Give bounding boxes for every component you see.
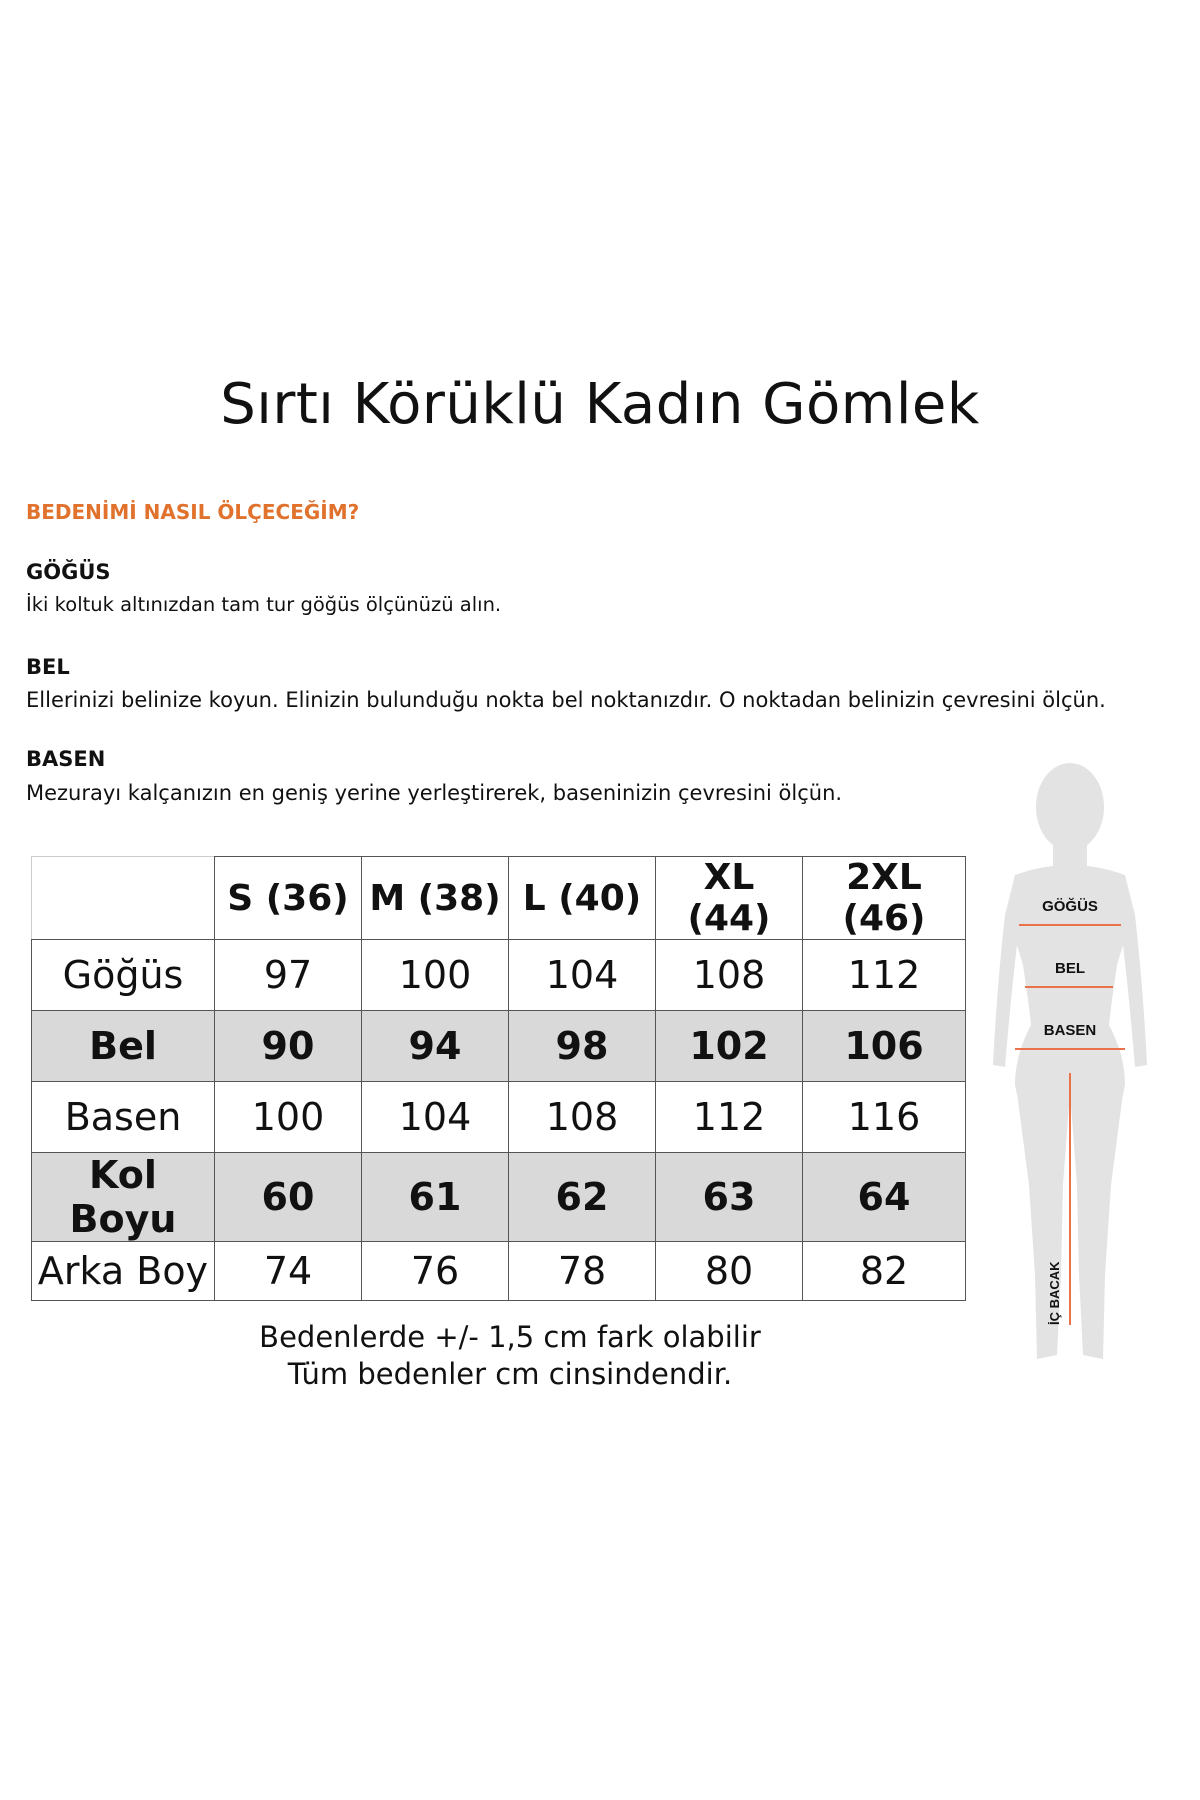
table-cell: 98: [509, 1011, 656, 1082]
table-cell: 100: [215, 1082, 362, 1153]
table-cell: 100: [362, 940, 509, 1011]
size-header: 2XL (46): [803, 857, 966, 940]
table-cell: 108: [509, 1082, 656, 1153]
table-cell: 90: [215, 1011, 362, 1082]
table-cell: 61: [362, 1153, 509, 1242]
hips-heading: BASEN: [26, 747, 106, 771]
table-cell: 82: [803, 1242, 966, 1301]
chest-figure-label: GÖĞÜS: [1042, 898, 1098, 915]
size-header: M (38): [362, 857, 509, 940]
waist-instruction: Ellerinizi belinize koyun. Elinizin bulunduğu nokta bel noktanızdır. O noktadan belinizin çevresini ölçün.: [26, 688, 1106, 712]
table-row: [32, 1082, 966, 1153]
table-cell: 108: [656, 940, 803, 1011]
row-label: Göğüs: [32, 940, 215, 1011]
table-cell: 97: [215, 940, 362, 1011]
tolerance-note: Bedenlerde +/- 1,5 cm fark olabilir: [259, 1320, 761, 1354]
row-label: Kol Boyu: [32, 1153, 215, 1242]
size-table: [31, 856, 966, 1301]
hips-instruction: Mezurayı kalçanızın en geniş yerine yerleştirerek, baseninizin çevresini ölçün.: [26, 781, 843, 805]
how-to-measure-heading: BEDENİMİ NASIL ÖLÇECEĞİM?: [26, 500, 360, 524]
hips-figure-label: BASEN: [1043, 1022, 1097, 1039]
size-header: S (36): [215, 857, 362, 940]
units-note: Tüm bedenler cm cinsindendir.: [287, 1357, 733, 1391]
table-cell: 112: [803, 940, 966, 1011]
corner-cell: [32, 857, 215, 940]
table-cell: 104: [509, 940, 656, 1011]
table-row: [32, 1011, 966, 1082]
waist-heading: BEL: [26, 655, 70, 679]
table-cell: 80: [656, 1242, 803, 1301]
table-row: [32, 1153, 966, 1242]
inseam-figure-label: İÇ BACAK: [1047, 1261, 1062, 1325]
row-label: Basen: [32, 1082, 215, 1153]
table-cell: 63: [656, 1153, 803, 1242]
table-cell: 78: [509, 1242, 656, 1301]
page-title: Sırtı Körüklü Kadın Gömlek: [220, 372, 980, 437]
chest-instruction: İki koltuk altınızdan tam tur göğüs ölçünüzü alın.: [26, 593, 502, 616]
size-header-row: [32, 857, 966, 940]
table-cell: 102: [656, 1011, 803, 1082]
body-silhouette: [985, 755, 1155, 1375]
size-header: XL (44): [656, 857, 803, 940]
size-header: L (40): [509, 857, 656, 940]
table-cell: 62: [509, 1153, 656, 1242]
chest-heading: GÖĞÜS: [26, 560, 111, 584]
table-cell: 112: [656, 1082, 803, 1153]
body-measurement-figure: [985, 755, 1155, 1375]
row-label: Bel: [32, 1011, 215, 1082]
table-cell: 106: [803, 1011, 966, 1082]
table-row: [32, 1242, 966, 1301]
table-cell: 116: [803, 1082, 966, 1153]
table-cell: 104: [362, 1082, 509, 1153]
waist-figure-label: BEL: [1055, 960, 1085, 977]
table-cell: 64: [803, 1153, 966, 1242]
table-cell: 76: [362, 1242, 509, 1301]
row-label: Arka Boy: [32, 1242, 215, 1301]
table-row: [32, 940, 966, 1011]
table-cell: 94: [362, 1011, 509, 1082]
table-cell: 74: [215, 1242, 362, 1301]
table-cell: 60: [215, 1153, 362, 1242]
